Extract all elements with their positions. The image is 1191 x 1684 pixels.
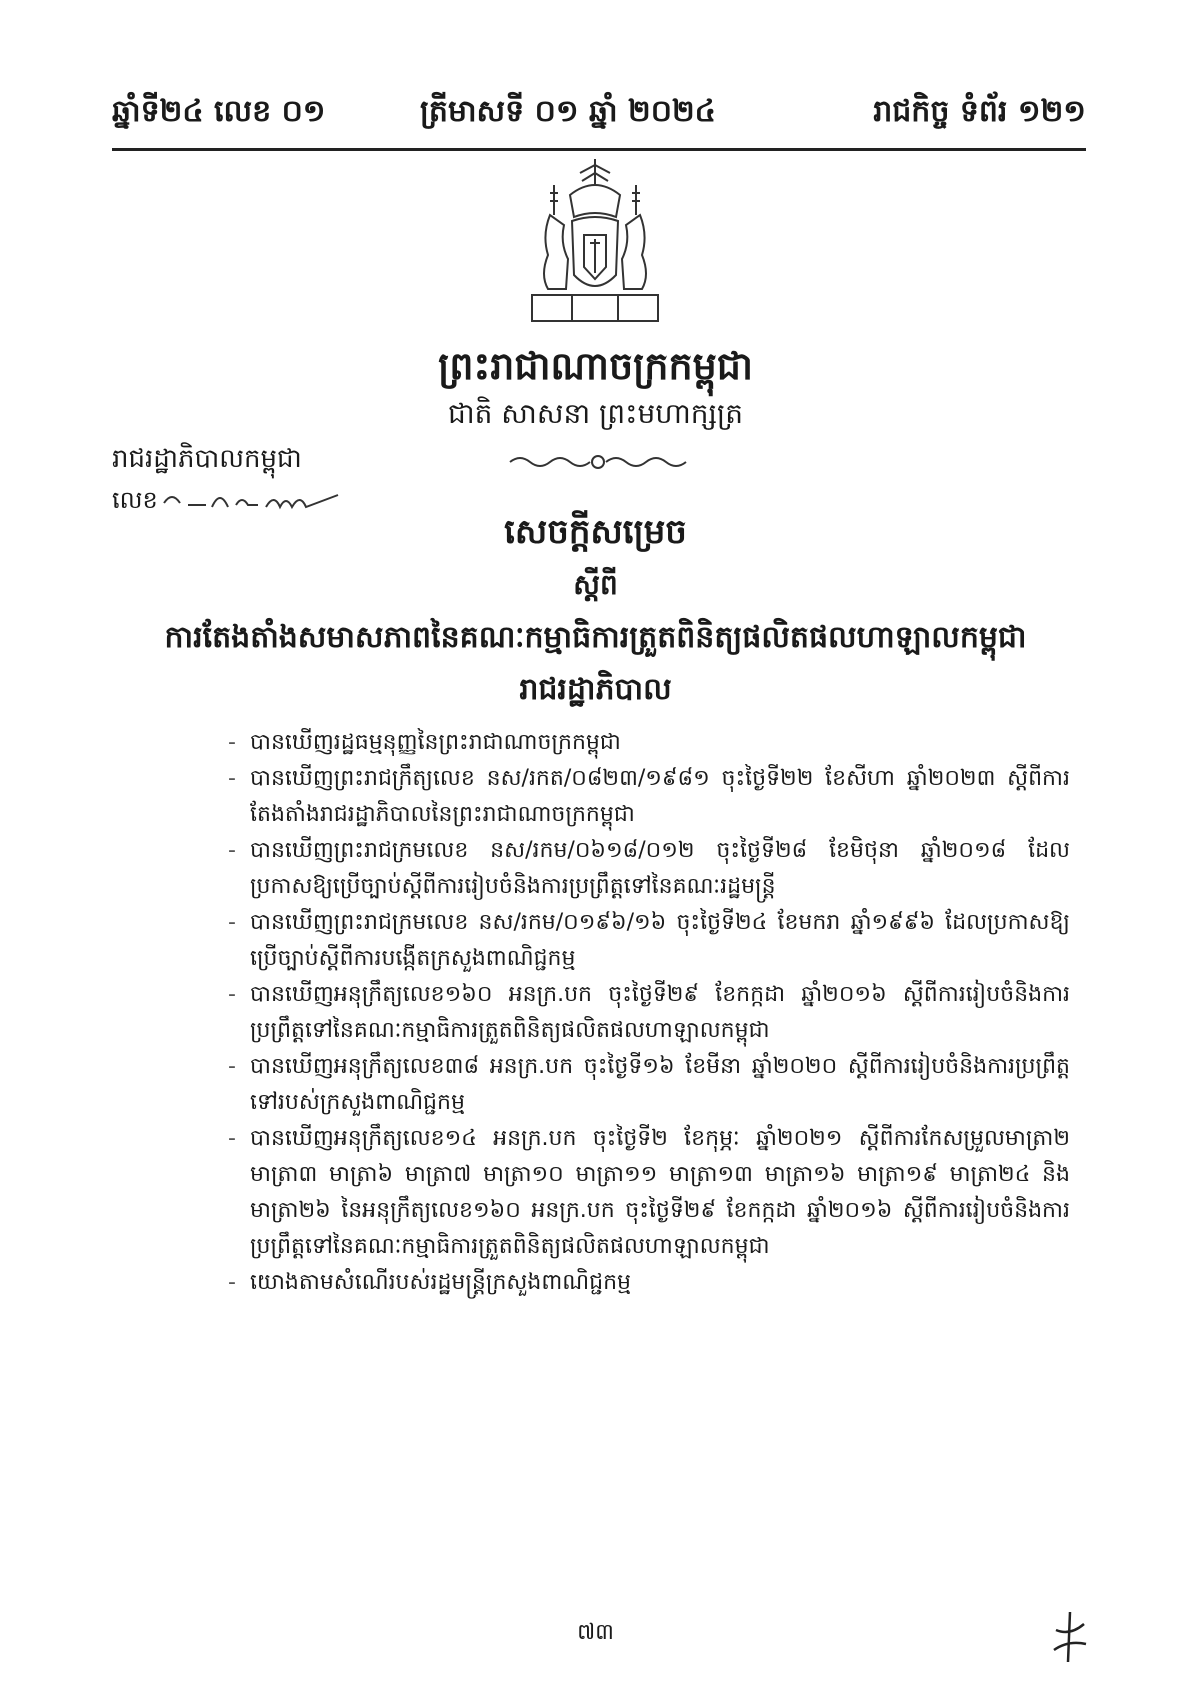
header-rule xyxy=(112,148,1086,151)
recitals-list xyxy=(250,725,1070,1301)
recital-item: - យោងតាមសំណើរបស់រដ្ឋមន្ត្រីក្រសួងពាណិជ្ជកម្ម xyxy=(250,1265,1070,1301)
recital-item: - បានឃើញអនុក្រឹត្យលេខ៣៨ អនក្រ.បក ចុះថ្ងៃទី១៦ ខែមីនា ឆ្នាំ២០២០ ស្ដីពីការរៀបចំនិងការប្រព្រឹត្តទៅរបស់ក្រសួងពាណិជ្ជកម្ម xyxy=(250,1049,1070,1121)
reference-number-label: លេខ xyxy=(112,486,158,514)
kingdom-title: ព្រះរាជាណាចក្រកម្ពុជា xyxy=(438,344,753,388)
page-number: ៧៣ xyxy=(577,1620,614,1645)
recital-item: - បានឃើញរដ្ឋធម្មនុញ្ញនៃព្រះរាជាណាចក្រកម្ពុជា xyxy=(250,725,1070,761)
gazette-page: រាជកិច្ច ទំព័រ ១២១ xyxy=(873,94,1086,129)
document-subject: ការតែងតាំងសមាសភាពនៃគណៈកម្មាធិការត្រួតពិនិត្យផលិតផលហាឡាលកម្ពុជា xyxy=(164,620,1027,655)
decorative-ornament xyxy=(508,452,688,476)
recital-item: - បានឃើញអនុក្រឹត្យលេខ១៦០ អនក្រ.បក ចុះថ្ងៃទី២៩ ខែកក្កដា ឆ្នាំ២០១៦ ស្ដីពីការរៀបចំនិងការប្រព្រឹត្តទៅនៃគណៈកម្មាធិការត្រួតពិនិត្យផលិតផលហាឡាលកម្ពុជា xyxy=(250,977,1070,1049)
subject-intro: ស្ដីពី xyxy=(573,568,618,601)
royal-coat-of-arms-emblem xyxy=(510,155,680,333)
initials-signature xyxy=(1050,1610,1090,1670)
national-motto: ជាតិ សាសនា ព្រះមហាក្សត្រ xyxy=(447,397,744,430)
issuing-body: រាជរដ្ឋាភិបាល xyxy=(519,672,672,707)
document-type: សេចក្ដីសម្រេច xyxy=(504,512,687,552)
recital-item: - បានឃើញព្រះរាជក្រមលេខ នស/រកម/០៦១៨/០១២ ចុះថ្ងៃទី២៨ ខែមិថុនា ឆ្នាំ២០១៨ ដែលប្រកាសឱ្យប្រើច្បាប់ស្ដីពីការរៀបចំនិងការប្រព្រឹត្តទៅនៃគណៈរដ្ឋមន្ត្រី xyxy=(250,833,1070,905)
recital-item: - បានឃើញព្រះរាជក្រឹត្យលេខ នស/រកត/០៨២៣/១៩៨១ ចុះថ្ងៃទី២២ ខែសីហា ឆ្នាំ២០២៣ ស្ដីពីការតែងតាំងរាជរដ្ឋាភិបាលនៃព្រះរាជាណាចក្រកម្ពុជា xyxy=(250,761,1070,833)
gazette-quarter: ត្រីមាសទី ០១ ឆ្នាំ ២០២៤ xyxy=(420,94,716,129)
gazette-issue: ឆ្នាំទី២៤ លេខ ០១ xyxy=(112,94,326,129)
recital-item: - បានឃើញព្រះរាជក្រមលេខ នស/រកម/០១៩៦/១៦ ចុះថ្ងៃទី២៤ ខែមករា ឆ្នាំ១៩៩៦ ដែលប្រកាសឱ្យប្រើច្បាប់ស្ដីពីការបង្កើតក្រសួងពាណិជ្ជកម្ម xyxy=(250,905,1070,977)
issuing-government: រាជរដ្ឋាភិបាលកម្ពុជា xyxy=(112,444,302,474)
recital-item: - បានឃើញអនុក្រឹត្យលេខ១៤ អនក្រ.បក ចុះថ្ងៃទី២ ខែកុម្ភៈ ឆ្នាំ២០២១ ស្ដីពីការកែសម្រួលមាត្រា២ មាត្រា៣ មាត្រា៦ មាត្រា៧ មាត្រា១០ មាត្រា១១ មាត្រា១៣ មាត្រា១៦ មាត្រា១៩ មាត្រា២៤ និងមាត្រា២៦ នៃអនុក្រឹត្យលេខ១៦០ អនក្រ.បក ចុះថ្ងៃទី២៩ ខែកក្កដា ឆ្នាំ២០១៦ ស្ដីពីការរៀបចំនិងការប្រព្រឹត្តទៅនៃគណៈកម្មាធិការត្រួតពិនិត្យផលិតផលហាឡាលកម្ពុជា xyxy=(250,1121,1070,1265)
